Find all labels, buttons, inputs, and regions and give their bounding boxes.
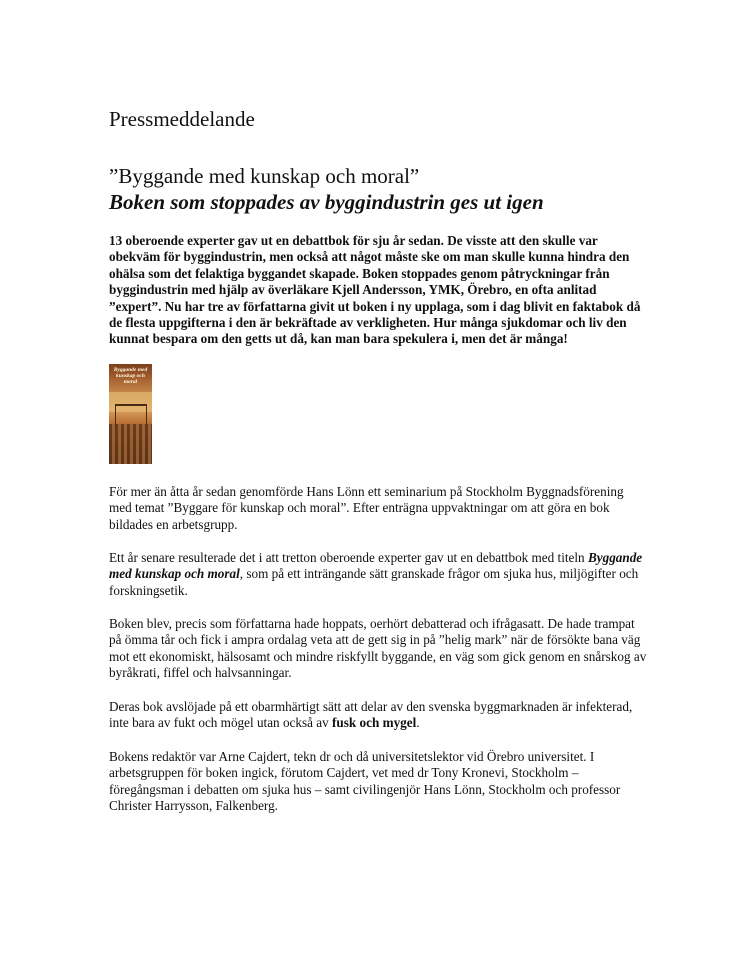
book-cover-image — [109, 364, 152, 464]
paragraph-4-text-after: . — [416, 715, 420, 731]
document-title: ”Byggande med kunskap och moral” — [109, 164, 420, 188]
paragraph-2-text-before: Ett år senare resulterade det i att tretton oberoende experter gav ut en debattbok med titeln — [109, 550, 588, 565]
paragraph-4 — [109, 699, 649, 732]
paragraph-2 — [109, 550, 649, 599]
document-heading: Pressmeddelande — [109, 107, 255, 131]
lead-paragraph: 13 oberoende experter gav ut en debattbok för sju år sedan. De visste att den skulle var obekväm för byggindustrin, men också att något måste ske om man skulle kunna hindra den ohälsa som det felaktiga byggandet skapade. Boken stoppades genom påtryckningar från byggindustrin med hjälp av överläkare Kjell Andersson, YMK, Örebro, en ofta anlitad ”expert”. Nu har tre av författarna givit ut boken i ny upplaga, som i dag blivit en faktabok då de flesta uppgifterna i den är bekräftade av verkligheten. Hur många sjukdomar och liv den kunnat bespara om den getts ut då, kan man bara spekulera i, men det är många! — [109, 233, 641, 347]
book-title-emphasis: Byggande med kunskap och moral — [109, 550, 643, 582]
cover-rebar-ground — [109, 424, 152, 464]
document-subtitle: Boken som stoppades av byggindustrin ges ut igen — [109, 190, 544, 214]
paragraph-5: Bokens redaktör var Arne Cajdert, tekn dr och då universitetslektor vid Örebro universitet. I arbetsgruppen för boken ingick, förutom Cajdert, vet med dr Tony Kronevi, Stockholm – föregångsman i debatten om sjuka hus – samt civilingenjör Hans Lönn, Stockholm och professor Christer Harrysson, Falkenberg. — [109, 749, 621, 814]
paragraph-4-text-before: Deras bok avslöjade på ett obarmhärtigt sätt att delar av den svenska byggmarknaden är infekterad, inte bara av fukt och mögel utan också av — [109, 699, 633, 731]
paragraph-3: Boken blev, precis som författarna hade hoppats, oerhört debatterad och ifrågasatt. De hade trampat på ömma tår och fick i ampra ordalag veta att de gett sig in på ”helig mark” när de försökte bana väg mot ett ekonomiskt, hälsosamt och mindre riskfyllt byggande, en väg som gick genom en snårskog av byråkrati, fiffel och halvsanningar. — [109, 616, 647, 681]
bold-phrase: fusk och mygel — [332, 715, 417, 731]
cover-title: Byggande med kunskap och moral — [113, 367, 148, 385]
paragraph-2-text-after: , som på ett inträngande sätt granskade frågor om sjuka hus, miljögifter och forskningsetik. — [109, 566, 639, 598]
paragraph-1: För mer än åtta år sedan genomförde Hans Lönn ett seminarium på Stockholm Byggnadsförening med temat ”Byggare för kunskap och moral”. Efter enträgna uppvaktningar om att göra en bok bildades en arbetsgrupp. — [109, 484, 624, 532]
